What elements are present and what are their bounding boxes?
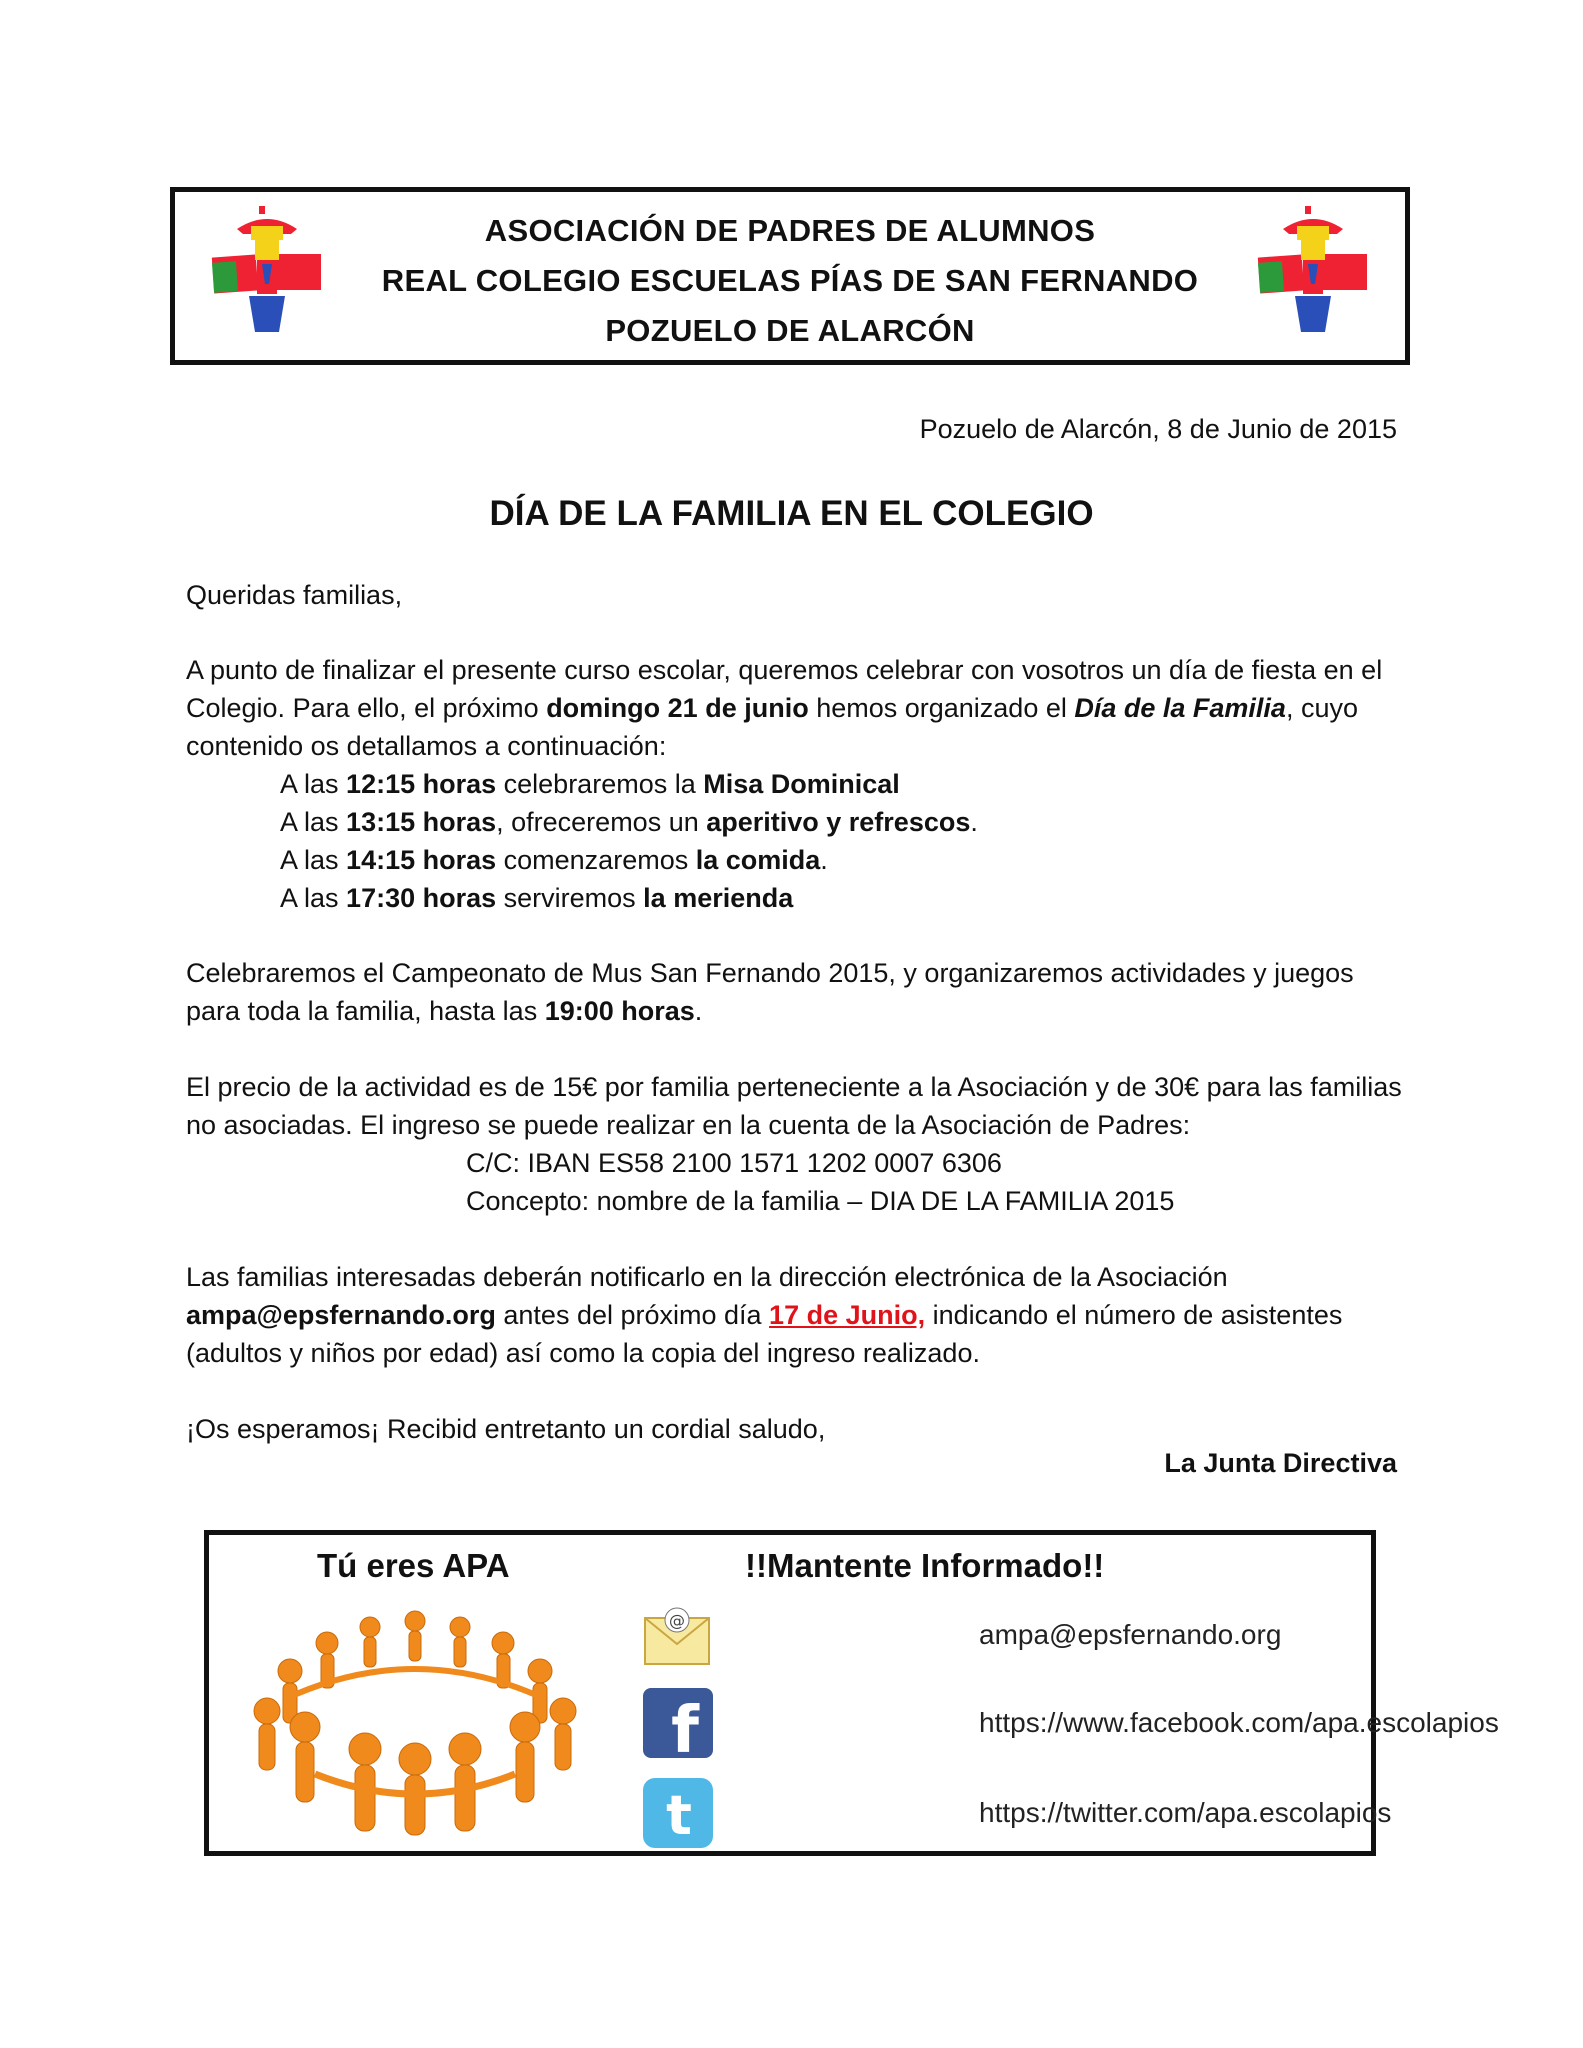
page-title: DÍA DE LA FAMILIA EN EL COLEGIO [489,494,1094,533]
letter-date: Pozuelo de Alarcón, 8 de Junio de 2015 [919,414,1397,444]
contact-row-email [639,1597,1282,1673]
contact-facebook-text[interactable]: https://www.facebook.com/apa.escolapios [979,1707,1499,1738]
greeting: Queridas familias, [186,580,403,610]
schedule-item: A las 17:30 horas serviremos la merienda [280,883,794,913]
contact-email[interactable]: ampa@epsfernando.org [186,1300,496,1330]
notify-paragraph: Las familias interesadas deberán notificarlo en la dirección electrónica de la Asociación ampa@epsfernando.org antes del próximo día 17 de Junio, indicando el número de asistentes (adultos y niños por edad) así como la copia del ingreso realizado. [186,1262,1343,1368]
contact-email-text[interactable]: ampa@epsfernando.org [979,1619,1282,1650]
contact-row-twitter [639,1775,1392,1851]
deadline-date: 17 de Junio, [769,1300,926,1330]
schedule-item: A las 13:15 horas, ofreceremos un aperitivo y refrescos. [280,807,978,837]
header-line-3: POZUELO DE ALARCÓN [605,313,975,348]
schedule-list [280,765,978,917]
event-name: Día de la Familia [1074,693,1286,723]
schedule-item: A las 12:15 horas celebraremos la Misa Dominical [280,769,900,799]
footer-right-heading: !!Mantente Informado!! [745,1547,1105,1584]
bank-concept: Concepto: nombre de la familia – DIA DE LA FAMILIA 2015 [466,1186,1175,1216]
event-date: domingo 21 de junio [546,693,809,723]
header-box [170,187,1410,365]
footer-box [204,1530,1499,1856]
intro-paragraph: A punto de finalizar el presente curso escolar, queremos celebrar con vosotros un día de fiesta en el Colegio. Para ello, el próximo domingo 21 de junio hemos organizado el Día de la Familia, cuyo contenido os detallamos a continuación: [186,655,1383,761]
bank-details [466,1144,1174,1220]
contact-twitter-text[interactable]: https://twitter.com/apa.escolapios [979,1797,1392,1828]
envelope-icon [639,1598,717,1672]
facebook-icon [639,1686,717,1760]
bank-account: C/C: IBAN ES58 2100 1571 1202 0007 6306 [466,1148,1002,1178]
footer-left-heading: Tú eres APA [317,1547,510,1584]
school-crest-icon [1253,204,1373,334]
people-circle-illustration [245,1599,585,1839]
price-paragraph: El precio de la actividad es de 15€ por familia perteneciente a la Asociación y de 30€ para las familias no asociadas. El ingreso se puede realizar en la cuenta de la Asociación de Padres: [186,1072,1402,1140]
svg-text:t: t [666,1784,692,1847]
activities-paragraph: Celebraremos el Campeonato de Mus San Fernando 2015, y organizaremos actividades y juegos para toda la familia, hasta las 19:00 horas. [186,958,1354,1026]
header-line-1: ASOCIACIÓN DE PADRES DE ALUMNOS [484,213,1096,248]
schedule-item: A las 14:15 horas comenzaremos la comida. [280,845,828,875]
closing-line: ¡Os esperamos¡ Recibid entretanto un cordial saludo, [186,1414,826,1444]
twitter-icon [639,1776,717,1850]
svg-text:@: @ [669,1611,685,1630]
header-line-2: REAL COLEGIO ESCUELAS PÍAS DE SAN FERNANDO [381,263,1199,298]
contact-row-facebook [639,1685,1499,1761]
svg-text:f: f [671,1694,699,1760]
signature: La Junta Directiva [1164,1448,1397,1478]
